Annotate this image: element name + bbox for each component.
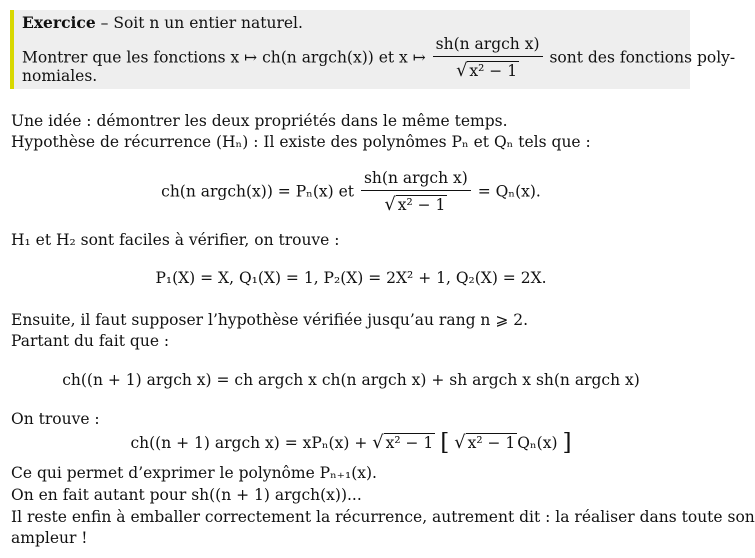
- equation-hypothesis: [0, 168, 702, 217]
- text-idea: Une idée : démontrer les deux propriétés dans le même temps.: [11, 112, 508, 130]
- text-initial-cases: H₁ et H₂ sont faciles à vérifier, on trouve :: [11, 231, 340, 249]
- equation-hypothesis-left: ch(n argch(x)) = Pₙ(x) et: [161, 182, 355, 201]
- exercise-fraction-numerator: sh(n argch x): [433, 34, 543, 57]
- left-bracket: [: [440, 429, 450, 456]
- exercise-intro: – Soit n un entier naturel.: [95, 14, 303, 32]
- exercise-label: Exercice: [22, 13, 96, 32]
- exercise-line-3: nomiales.: [22, 67, 98, 85]
- exercise-function-1: x ↦ ch(n argch(x)) et x ↦: [230, 48, 426, 67]
- text-we-find: On trouve :: [11, 410, 100, 428]
- equation-recurrence: [0, 427, 702, 458]
- exercise-line2-start: Montrer que les fonctions: [22, 48, 226, 67]
- exercise-line-1: [22, 13, 303, 34]
- text-express-polynomial: Ce qui permet d’exprimer le polynôme Pₙ₊₁(x).: [11, 464, 377, 482]
- equation-hypothesis-numerator: sh(n argch x): [361, 168, 471, 191]
- sqrt-symbol: √ x² − 1: [456, 59, 518, 81]
- exercise-line2-end: sont des fonctions poly-: [549, 48, 736, 67]
- equation-hypothesis-fraction: [361, 168, 471, 217]
- equation-hypothesis-right: = Qₙ(x).: [477, 182, 541, 201]
- exercise-box: [10, 10, 736, 89]
- sqrt-symbol: √ x² − 1: [384, 193, 446, 215]
- equation-hypothesis-denominator: x² − 1: [397, 195, 446, 214]
- equation-recurrence-left: ch((n + 1) argch x) = xPₙ(x) +: [130, 434, 368, 452]
- text-same-for-sh: On en fait autant pour sh((n + 1) argch(x))...: [11, 486, 362, 504]
- exercise-fraction-denominator: x² − 1: [469, 61, 518, 80]
- exercise-fraction: [433, 34, 543, 83]
- equation-initial-values: P₁(X) = X, Q₁(X) = 1, P₂(X) = 2X² + 1, Q₂(X) = 2X.: [155, 269, 547, 287]
- equation-recurrence-q: Qₙ(x): [517, 434, 558, 452]
- text-starting-from: Partant du fait que :: [11, 332, 170, 350]
- text-conclusion: Il reste enfin à emballer correctement la récurrence, autrement dit : la réaliser dans toute son: [11, 508, 755, 526]
- equation-addition-formula: ch((n + 1) argch x) = ch argch x ch(n argch x) + sh argch x sh(n argch x): [62, 371, 640, 389]
- right-bracket: ]: [562, 429, 572, 456]
- text-conclusion-end: ampleur !: [11, 529, 88, 547]
- sqrt-symbol: √ x² − 1: [454, 432, 516, 453]
- text-induction-step: Ensuite, il faut supposer l’hypothèse vérifiée jusqu’au rang n ⩾ 2.: [11, 311, 529, 329]
- text-hypothesis: Hypothèse de récurrence (Hₙ) : Il existe des polynômes Pₙ et Qₙ tels que :: [11, 133, 591, 151]
- exercise-line-2: [22, 34, 735, 83]
- sqrt-symbol: √ x² − 1: [372, 432, 434, 453]
